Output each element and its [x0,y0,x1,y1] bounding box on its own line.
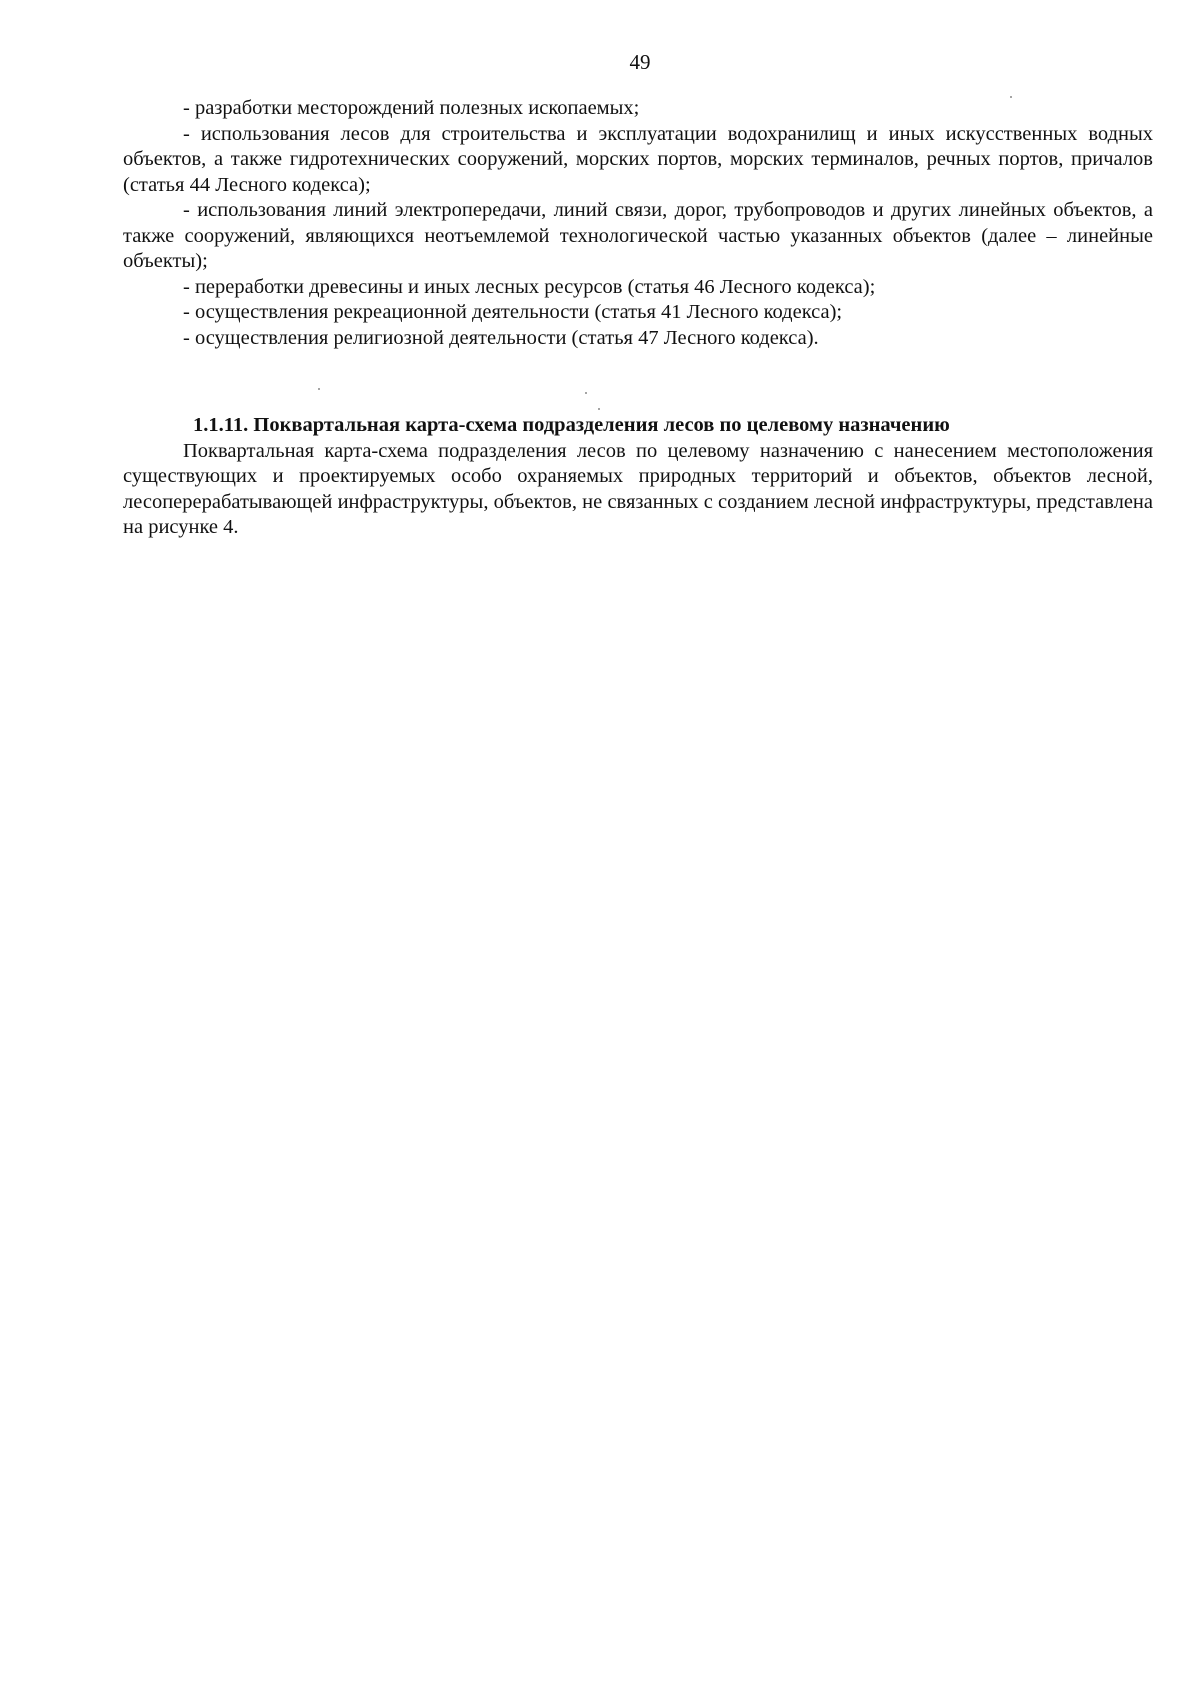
scan-speck [585,392,587,394]
section-heading: 1.1.11. Поквартальная карта-схема подразделения лесов по целевому назначению [193,414,950,436]
list-item: - осуществления религиозной деятельности (статья 47 Лесного кодекса). [183,326,819,349]
section-gap [123,351,1153,413]
list-item: - переработки древесины и иных лесных ресурсов (статья 46 Лесного кодекса); [183,275,876,298]
page-number: 49 [629,50,651,74]
list-item: - разработки месторождений полезных ископаемых; [183,97,640,119]
list-item: - осуществления рекреационной деятельности (статья 41 Лесного кодекса); [183,301,843,323]
scan-speck [318,388,320,390]
document-body [123,96,1153,541]
list-item: - использования линий электропередачи, линий связи, дорог, трубопроводов и других линейных объектов, а также сооружений, являющихся неотъемлемой технологической частью указанных объектов (далее – линейные объекты); [123,199,1153,272]
scan-speck [1010,96,1012,98]
section-paragraph: Поквартальная карта-схема подразделения лесов по целевому назначению с нанесением местоположения существующих и проектируемых особо охраняемых природных территорий и объектов, объектов лесной, лесоперерабатывающей инфраструктуры, объектов, не связанных с созданием лесной инфраструктуры, представлена на рисунке 4. [123,439,1153,538]
scan-speck [598,408,600,410]
list-item: - использования лесов для строительства и эксплуатации водохранилищ и иных искусственных водных объектов, а также гидротехнических сооружений, морских портов, морских терминалов, речных портов, причалов (статья 44 Лесного кодекса); [123,122,1153,196]
